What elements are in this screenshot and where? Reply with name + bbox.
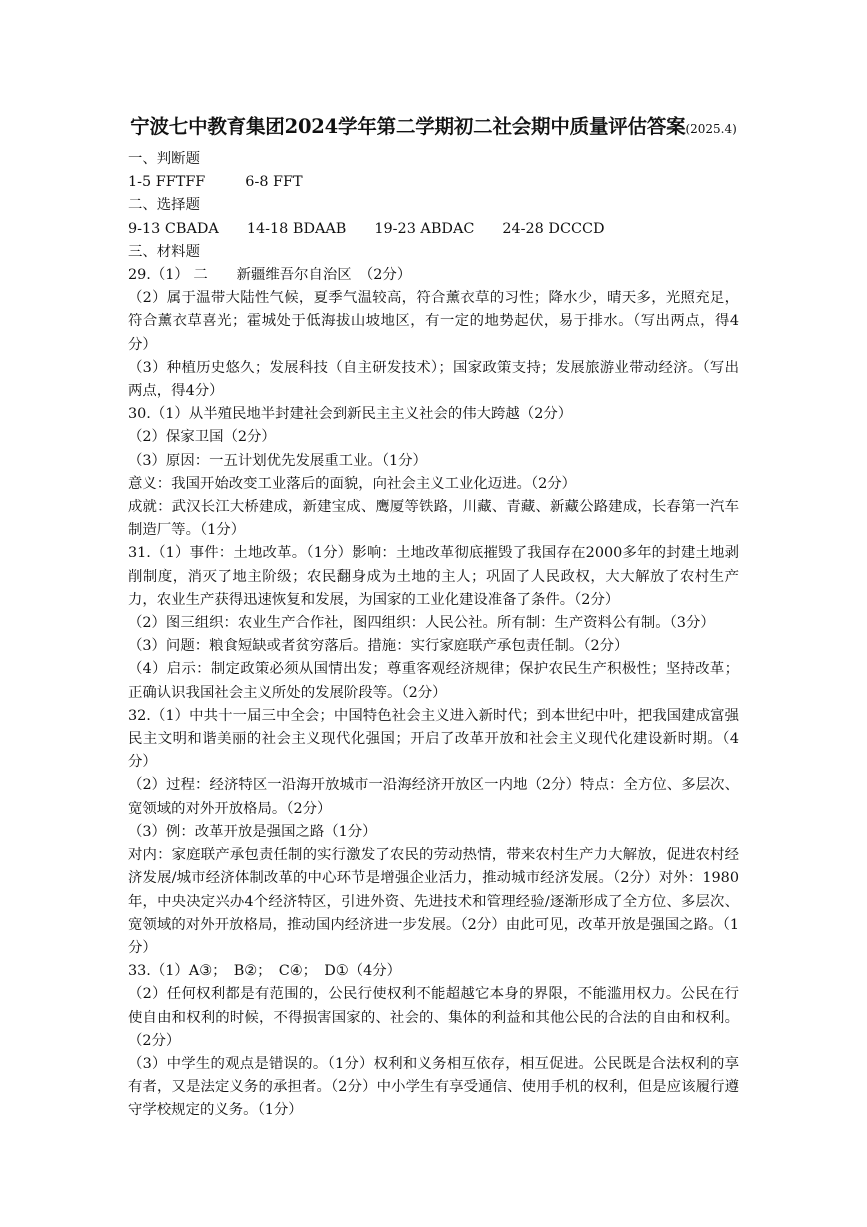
answer-32-2: （2）过程：经济特区一沿海开放城市一沿海经济开放区一内地（2分）特点：全方位、多层次、宽领域的对外开放格局。（2分） [128,777,739,817]
section-heading-judgement: 一、判断题 [128,151,200,167]
answer-32-1: 32.（1）中共十一届三中全会；中国特色社会主义进入新时代；到本世纪中叶，把我国建成富强民主文明和谐美丽的社会主义现代化强国；开启了改革开放和社会主义现代化建设新时期。（4分） [128,707,739,771]
section-heading-choice: 二、选择题 [128,197,200,214]
choice-answer-14-18: 14-18 BDAAB [246,220,347,237]
judgement-answer-1-5: 1-5 FFTFF [128,174,206,191]
choice-answer-19-23: 19-23 ABDAC [374,220,475,237]
answer-31-2: （2）图三组织：农业生产合作社，图四组织：人民公社。所有制：生产资料公有制。（3分） [128,615,715,632]
section-heading-material: 三、材料题 [128,243,200,260]
answer-30-1: 30.（1）从半殖民地半封建社会到新民主主义社会的伟大跨越（2分） [128,406,573,423]
judgement-answer-6-8: 6-8 FFT [245,174,303,191]
answer-33-2: （2）任何权利都是有范围的，公民行使权利不能超越它本身的界限，不能滥用权力。公民在行使自由和权利的时候，不得损害国家的、社会的、集体的利益和其他公民的合法的自由和权利。（2分） [128,986,739,1049]
answer-29-1: 29.（1） 二 新疆维吾尔自治区 （2分） [128,267,412,284]
answer-30-3-reason: （3）原因：一五计划优先发展重工业。（1分） [128,452,427,469]
answer-31-3: （3）问题：粮食短缺或者贫穷落后。措施：实行家庭联产承包责任制。（2分） [128,638,629,655]
answer-31-1: 31.（1）事件：土地改革。（1分）影响：土地改革彻底摧毁了我国存在2000多年的封建土地剥削制度，消灭了地主阶级；农民翻身成为土地的主人；巩固了人民政权，大大解放了农村生产力，农业生产获得迅速恢复和发展，为国家的工业化建设准备了条件。（2分） [128,545,739,608]
title-main: 宁波七中教育集团2024学年第二学期初二社会期中质量评估答案 [130,115,686,138]
answer-31-4: （4）启示：制定政策必须从国情出发；尊重客观经济规律；保护农民生产积极性；坚持改革；正确认识我国社会主义所处的发展阶段等。（2分） [128,661,739,701]
answer-33-1: 33.（1）A③； B②； C④； D①（4分） [128,963,402,980]
answer-33-3: （3）中学生的观点是错误的。（1分）权利和义务相互依存，相互促进。公民既是合法权利的享有者，又是法定义务的承担者。（2分）中小学生有享受通信、使用手机的权利，但是应该履行遵守学校规定的义务。（1分） [128,1055,739,1119]
answer-29-3: （3）种植历史悠久；发展科技（自主研发技术）；国家政策支持；发展旅游业带动经济。（写出两点，得4分） [128,359,739,400]
choice-answers [128,218,739,241]
answer-30-3-meaning: 意义：我国开始改变工业落后的面貌，向社会主义工业化迈进。（2分） [128,475,577,492]
answer-29-2: （2）属于温带大陆性气候，夏季气温较高，符合薰衣草的习性；降水少，晴天多，光照充足，符合薰衣草喜光；霍城处于低海拔山坡地区，有一定的地势起伏，易于排水。（写出两点，得4分） [128,290,739,353]
answer-30-3-achievement: 成就：武汉长江大桥建成，新建宝成、鹰厦等铁路，川藏、青藏、新藏公路建成，长春第一汽车制造厂等。（1分） [128,499,739,539]
judgement-answers [128,171,739,194]
answer-32-3-detail: 对内：家庭联产承包责任制的实行激发了农民的劳动热情，带来农村生产力大解放，促进农村经济发展/城市经济体制改革的中心环节是增强企业活力，推动城市经济发展。（2分）对外：1980年，中央决定兴办4个经济特区，引进外资、先进技术和管理经验/逐渐形成了全方位、多层次、宽领域的对外开放格局，推动国内经济进一步发展。（2分）由此可见，改革开放是强国之路。（1分） [128,847,739,956]
title-date: (2025.4) [685,122,737,136]
answer-30-2: （2）保家卫国（2分） [128,429,276,446]
answer-32-3-example: （3）例：改革开放是强国之路（1分） [128,823,377,840]
choice-answer-9-13: 9-13 CBADA [128,220,219,237]
page-title [128,112,739,144]
choice-answer-24-28: 24-28 DCCCD [502,220,605,237]
